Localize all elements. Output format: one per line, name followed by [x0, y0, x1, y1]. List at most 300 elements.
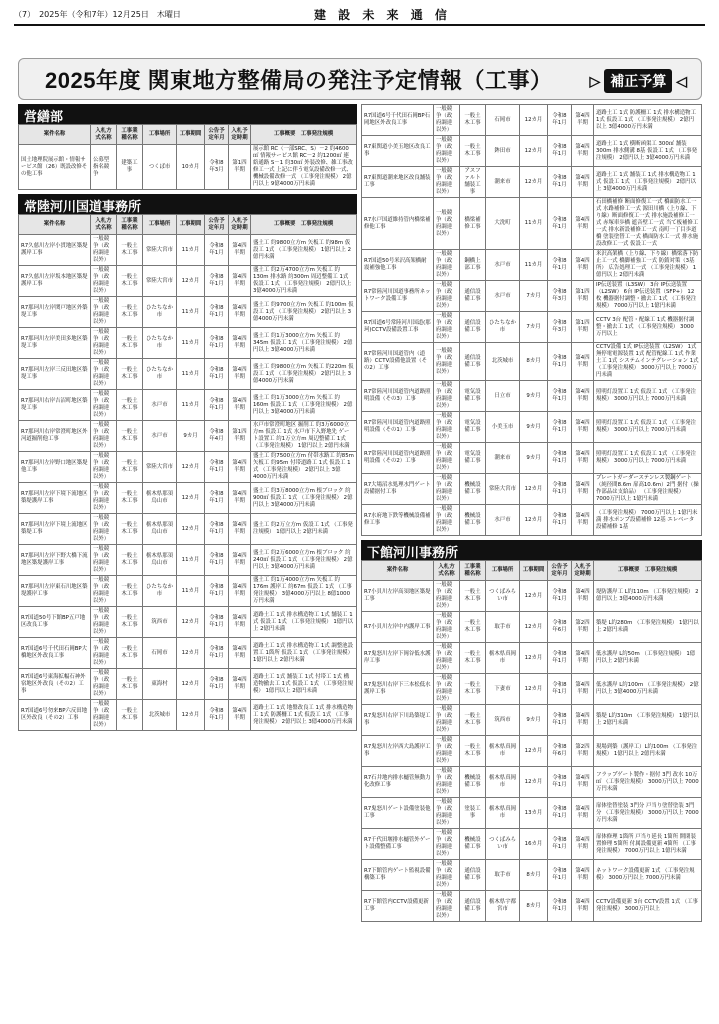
cell-method: 一般競争（政府調達以外）: [434, 105, 460, 136]
cell-tender: 第1四半期: [229, 421, 251, 452]
table-row: [362, 167, 702, 198]
cell-name: R7久慈川左岸坂本地区築堤護岸工事: [19, 266, 91, 297]
cell-type: 通信設備工事: [460, 860, 486, 891]
cell-tender: 第4四半期: [572, 505, 594, 536]
table-row: [19, 638, 357, 669]
tag-arrow-left-icon: ▷: [589, 73, 601, 89]
cell-name: R7那珂川左岸下境下流地区築堤護岸工事: [19, 483, 91, 514]
cell-name: R7那珂川左岸三反田地区築堤工事: [19, 359, 91, 390]
cell-tender: 第1四半期: [572, 281, 594, 312]
cell-period: 12カ月: [177, 607, 205, 638]
cell-summary: 盛土工 約2万4700立方m 矢板工 約130m 排水路 約300m 周辺整備工 1式 仮設工 1式 （工事発注規模） 2億円以上 3億4000万円未満: [251, 266, 357, 297]
header-name: 案件名称: [19, 125, 91, 145]
cell-date: 令和8年1月: [205, 700, 229, 731]
header-place: 工事場所: [143, 125, 177, 145]
cell-tender: 第4四半期: [229, 483, 251, 514]
cell-summary: 照明灯設置工 1式 仮設工 1式 （工事発注規模） 3000万円以上 7000万円未満: [594, 443, 702, 474]
table-row: [362, 736, 702, 767]
cell-date: 令和8年1月: [205, 328, 229, 359]
table-row: [362, 198, 702, 250]
table-row: [19, 145, 357, 190]
cell-type: 一般土木工事: [117, 390, 143, 421]
cell-summary: 照明灯設置工 1式 仮設工 1式 （工事発注規模） 3000万円以上 7000万円未満: [594, 381, 702, 412]
cell-tender: 第4四半期: [229, 607, 251, 638]
tag-arrow-right-icon: ◁: [676, 73, 687, 89]
cell-name: R7国道6号勿来BP六反田地区外改良（その2）工事: [19, 700, 91, 731]
cell-method: 一般競争（政府調達以外）: [91, 390, 117, 421]
header-tender: 入札予定時期: [572, 561, 594, 581]
cell-place: 栃木県真岡市: [486, 736, 520, 767]
cell-method: 一般競争（政府調達以外）: [434, 829, 460, 860]
cell-place: 栃木県那須烏山市: [143, 514, 177, 545]
header-period: 工事期間: [177, 215, 205, 235]
cell-name: R7常陸河川国道管内（道路）CCTV設備他設置（その2）工事: [362, 343, 434, 381]
cell-place: 水戸市: [486, 505, 520, 536]
cell-type: 一般土木工事: [117, 483, 143, 514]
cell-summary: 道路土工 1式 排水構造物工 1式 舗装工 1式 仮設工 1式 （工事発注規模） 1億円以上 2億円未満: [251, 607, 357, 638]
cell-place: 水戸市: [486, 281, 520, 312]
cell-date: 令和8年1月: [205, 483, 229, 514]
cell-tender: 第1四半期: [229, 145, 251, 190]
table-row: [19, 669, 357, 700]
cell-name: R7千代田堰排水樋管外ゲート設備整備工事: [362, 829, 434, 860]
cell-period: 12カ月: [520, 767, 548, 798]
cell-type: 機械設備工事: [460, 767, 486, 798]
cell-date: 令和8年1月: [548, 860, 572, 891]
cell-period: 12カ月: [177, 514, 205, 545]
header-date: 公告予定年月: [205, 125, 229, 145]
cell-tender: 第4四半期: [229, 514, 251, 545]
cell-method: 一般競争（政府調達以外）: [91, 235, 117, 266]
cell-place: 下妻市: [486, 674, 520, 705]
cell-method: 一般競争（政府調達以外）: [91, 700, 117, 731]
cell-place: ひたちなか市: [486, 312, 520, 343]
cell-date: 令和8年1月: [548, 167, 572, 198]
cell-tender: 第4四半期: [572, 674, 594, 705]
table-row: [362, 250, 702, 281]
cell-period: 12カ月: [177, 638, 205, 669]
table-row: [362, 381, 702, 412]
cell-summary: 低水護岸 L約100m （工事発注規模） 2億円以上 3億4000万円未満: [594, 674, 702, 705]
cell-method: 一般競争（政府調達以外）: [91, 421, 117, 452]
cell-place: つくば市: [143, 145, 177, 190]
cell-name: R7鬼怒川右岸下三本松低水護岸工事: [362, 674, 434, 705]
cell-date: 令和8年1月: [548, 581, 572, 612]
cell-period: 11カ月: [177, 576, 205, 607]
cell-date: 令和8年3月: [205, 145, 229, 190]
cell-type: 一般土木工事: [117, 638, 143, 669]
cell-date: 令和8年1月: [548, 674, 572, 705]
header-type: 工事業種名称: [460, 561, 486, 581]
cell-tender: 第1四半期: [572, 312, 594, 343]
cell-tender: 第4四半期: [229, 452, 251, 483]
table-row: [362, 767, 702, 798]
cell-method: 一般競争（政府調達以外）: [434, 643, 460, 674]
cell-method: 一般競争（政府調達以外）: [91, 514, 117, 545]
table-row: [19, 576, 357, 607]
cell-tender: 第4四半期: [229, 297, 251, 328]
cell-period: 11カ月: [177, 545, 205, 576]
cell-period: 11カ月: [177, 297, 205, 328]
cell-date: 令和8年1月: [205, 514, 229, 545]
cell-date: 令和8年6月: [548, 736, 572, 767]
cell-method: 一般競争（政府調達以外）: [434, 167, 460, 198]
cell-summary: 道路土工 1式 舗装工 1式 付帯工 1式 構造物撤去工 1式 仮設工 1式 （工事発注規模） 1億円以上 2億円未満: [251, 669, 357, 700]
cell-place: 潮来市: [486, 443, 520, 474]
cell-date: 令和8年1月: [205, 359, 229, 390]
cell-place: 石岡市: [143, 638, 177, 669]
cell-date: 令和8年6月: [548, 612, 572, 643]
table-row: [362, 443, 702, 474]
cell-method: 一般競争（政府調達以外）: [434, 705, 460, 736]
cell-tender: 第4四半期: [229, 266, 251, 297]
cell-period: 12カ月: [177, 452, 205, 483]
page-title: 2025年度 関東地方整備局の発注予定情報（工事）: [45, 68, 553, 93]
cell-summary: 盛土工 約9700立方m 矢板工 約100m 仮設工 1式 （工事発注規模） 2億円以上 3億4000万円未満: [251, 297, 357, 328]
cell-name: R7国道50号米沢高架橋耐震補強他工事: [362, 250, 434, 281]
header-type: 工事業種名称: [117, 215, 143, 235]
cell-method: 一般競争（政府調達以外）: [434, 891, 460, 922]
cell-period: 11カ月: [177, 328, 205, 359]
cell-summary: 盛土工 約1万3000立方m 矢板工 約345m 仮設工 1式 （工事発注規模） 2億円以上 3億4000万円未満: [251, 328, 357, 359]
header-method: 入札方式名称: [91, 215, 117, 235]
cell-date: 令和8年1月: [548, 643, 572, 674]
cell-method: 一般競争（政府調達以外）: [91, 297, 117, 328]
cell-type: 一般土木工事: [460, 612, 486, 643]
cell-method: 一般競争（政府調達以外）: [91, 328, 117, 359]
cell-summary: 照明灯設置工 1式 仮設工 1式 （工事発注規模） 3000万円以上 7000万円未満: [594, 412, 702, 443]
cell-type: 電気設備工事: [460, 443, 486, 474]
cell-tender: 第4四半期: [572, 705, 594, 736]
cell-date: 令和8年3月: [548, 312, 572, 343]
cell-summary: CCTV 3台 配管・配線工 1式 機器据付調整・撤去工 1式 （工事発注規模） 3000万円以上: [594, 312, 702, 343]
cell-summary: 道路土工 1式 横断函渠工 300㎡ 舗装 300m 排水側溝 8基 仮設工 1式 （工事発注規模） 2億円以上 3億4000万円未満: [594, 136, 702, 167]
cell-type: 一般土木工事: [117, 607, 143, 638]
table-row: [19, 359, 357, 390]
title-banner: [18, 58, 702, 100]
cell-period: 13カ月: [520, 798, 548, 829]
cell-place: 取手市: [486, 612, 520, 643]
table-row: [362, 412, 702, 443]
cell-name: R7那珂川左岸下野大橋下流地区築堤護岸工事: [19, 545, 91, 576]
cell-tender: 第4四半期: [572, 343, 594, 381]
header-summary: 工事概要 工事発注規模: [594, 561, 702, 581]
cell-type: 一般土木工事: [117, 328, 143, 359]
cell-tender: 第4四半期: [572, 767, 594, 798]
section-title-eizen: 営繕部: [18, 104, 357, 124]
cell-type: 電気設備工事: [460, 381, 486, 412]
cell-method: 一般競争（政府調達以外）: [434, 198, 460, 250]
cell-place: 常陸大宮市: [143, 266, 177, 297]
cell-date: 令和8年1月: [205, 669, 229, 700]
cell-summary: IP伝送装置（L3SW） 3台 IP伝送装置（L2SW） 6台 IP伝送装置（SFP+） 12枚 機器据付調整・撤去工 1式 （工事発注規模） 7000万円以上 1億円未満: [594, 281, 702, 312]
cell-date: 令和8年3月: [548, 281, 572, 312]
cell-summary: 扉体塗替塗装 3門分 戸当り塗替塗装 3門分 （工事発注規模） 3000万円以上 7000万円未満: [594, 798, 702, 829]
cell-method: 一般競争（政府調達以外）: [434, 343, 460, 381]
cell-place: 北茨城市: [143, 700, 177, 731]
cell-date: 令和8年1月: [548, 443, 572, 474]
cell-method: 一般競争（政府調達以外）: [434, 860, 460, 891]
cell-method: 一般競争（政府調達以外）: [91, 359, 117, 390]
table-row: [19, 607, 357, 638]
cell-place: 栃木県真岡市: [486, 767, 520, 798]
cell-period: 12カ月: [520, 736, 548, 767]
table-row: [362, 281, 702, 312]
cell-place: 常陸大宮市: [143, 452, 177, 483]
cell-summary: 盛土工 約2万6000立方m 根ブロック 約240㎡ 仮設工 1式 （工事発注規模） 2億円以上 3億4000万円未満: [251, 545, 357, 576]
cell-type: 機械設備工事: [460, 829, 486, 860]
table-row: [19, 390, 357, 421]
cell-period: 12カ月: [520, 105, 548, 136]
cell-period: 11カ月: [177, 390, 205, 421]
cell-place: ひたちなか市: [143, 297, 177, 328]
cell-summary: 道路土工 1式 防護柵工 1式 排水構造物工 1式 仮設工 1式 （工事発注規模） 2億円以上 3億4000万円未満: [594, 105, 702, 136]
cell-period: 11カ月: [520, 198, 548, 250]
cell-method: 一般競争（政府調達以外）: [434, 136, 460, 167]
cell-period: 12カ月: [520, 167, 548, 198]
cell-summary: 米沢高架橋（上り線、下り線）橋梁落下防止工一式 橋脚補強工一式 防錆対策（3基所） 広告処理工一式 （工事発注規模） 1億円以上 2億円未満: [594, 250, 702, 281]
cell-period: 12カ月: [520, 136, 548, 167]
cell-date: 令和8年1月: [548, 343, 572, 381]
cell-type: 一般土木工事: [460, 705, 486, 736]
cell-place: 東海村: [143, 669, 177, 700]
header-name: 案件名称: [362, 561, 434, 581]
cell-type: 一般土木工事: [117, 421, 143, 452]
cell-place: 栃木県真岡市: [486, 798, 520, 829]
cell-period: 12カ月: [520, 505, 548, 536]
cell-place: 水戸市: [143, 421, 177, 452]
cell-period: 12カ月: [177, 669, 205, 700]
cell-summary: 盛土工 約9800立方m 矢板工 約98m 仮設工 1式 （工事発注規模） 1億円以上 2億円未満: [251, 235, 357, 266]
cell-summary: 展示館 RC（一部SRC、S）－2 約4600㎡ 情報サービス館 RC－2 約1200㎡ 連絡通路 S－1 約30㎡ 外装改修、雑工事改修工一式 上記に伴う電気設備改修一式、機械設備改修一式 （工事発注規模） 2億円以上 9億4000万円未満: [251, 145, 357, 190]
cell-method: 一般競争（政府調達以外）: [434, 381, 460, 412]
cell-method: 一般競争（政府調達以外）: [434, 250, 460, 281]
cell-tender: 第4四半期: [572, 412, 594, 443]
cell-name: R7国道6号千代田石岡BP大橋地区外改良工事: [19, 638, 91, 669]
cell-period: 9カ月: [520, 443, 548, 474]
cell-tender: 第4四半期: [572, 798, 594, 829]
cell-name: R7那珂川右岸吉沼町地区築堤工事: [19, 390, 91, 421]
cell-period: 8カ月: [520, 860, 548, 891]
header-summary: 工事概要 工事発注規模: [251, 215, 357, 235]
cell-method: 一般競争（政府調達以外）: [91, 638, 117, 669]
cell-type: 一般土木工事: [460, 643, 486, 674]
cell-tender: 第4四半期: [572, 250, 594, 281]
cell-name: R7常陸河川国道管内道路照明設備（その1）工事: [362, 412, 434, 443]
cell-place: 常陸大宮市: [486, 474, 520, 505]
cell-method: 一般競争（政府調達以外）: [91, 669, 117, 700]
cell-method: 一般競争（政府調達以外）: [91, 607, 117, 638]
table-row: [19, 266, 357, 297]
cell-summary: 道路土工 1式 地盤改良工 1式 排水構造物工 1式 防護柵工 1式 仮設工 1式 （工事発注規模） 2億円以上 3億4000万円未満: [251, 700, 357, 731]
hitachi-table: [18, 214, 357, 731]
table-row: [19, 483, 357, 514]
cell-tender: 第4四半期: [229, 638, 251, 669]
cell-name: R7鬼怒川右岸下川島築堤工事: [362, 705, 434, 736]
eizen-table: [18, 124, 357, 190]
table-row: [362, 105, 702, 136]
cell-tender: 第4四半期: [572, 136, 594, 167]
header-row: [362, 561, 702, 581]
cell-summary: 盛土工 約9800立方m 矢板工 約220m 仮設工 1式 （工事発注規模） 2億円以上 3億4000万円未満: [251, 359, 357, 390]
cell-summary: 扉体修理 1箇所 戸当り延長 1箇所 開閉装置修理 5箇所 付属設備更新 4箇所 （工事発注規模） 7000万円以上 1億円未満: [594, 829, 702, 860]
table-row: [362, 581, 702, 612]
cell-method: 一般競争（政府調達以外）: [434, 505, 460, 536]
cell-date: 令和8年1月: [548, 381, 572, 412]
cell-method: 一般競争（政府調達以外）: [434, 581, 460, 612]
cell-type: 通信設備工事: [460, 312, 486, 343]
cell-place: 小美玉市: [486, 412, 520, 443]
newspaper-name: 建 設 未 来 通 信: [314, 8, 451, 22]
cell-method: 一般競争（政府調達以外）: [434, 281, 460, 312]
cell-place: 筑西市: [486, 705, 520, 736]
cell-date: 令和8年1月: [548, 136, 572, 167]
cell-summary: フラップゲート製作・据付 3門 改水 10万㎡ （工事発注規模） 3000万円以上 7000万円未満: [594, 767, 702, 798]
cell-place: 石岡市: [486, 105, 520, 136]
cell-tender: 第4四半期: [572, 474, 594, 505]
cell-place: 取手市: [486, 860, 520, 891]
cell-summary: 盛土工 約1万4000立方m 矢板工 約176m 護岸工 約67m 仮設工 1式 （工事発注規模） 3億4000万円以上 8億1000万円未満: [251, 576, 357, 607]
cell-date: 令和8年1月: [548, 474, 572, 505]
cell-place: 常陸大宮市: [143, 235, 177, 266]
cell-name: R7那珂川左岸関戸地区外築堤工事: [19, 297, 91, 328]
table-row: [362, 860, 702, 891]
cell-method: 一般競争（政府調達以外）: [434, 612, 460, 643]
cell-name: R7常陸河川国道管内道路照明設備（その2）工事: [362, 443, 434, 474]
table-row: [19, 297, 357, 328]
cell-name: R7下館管内CCTV設備更新工事: [362, 891, 434, 922]
cell-date: 令和8年1月: [205, 390, 229, 421]
cell-type: 一般土木工事: [117, 576, 143, 607]
table-header: [362, 561, 702, 581]
cell-summary: 道路土工 1式 舗装工 1式 排水構造物工 1式 仮設工 1式 （工事発注規模） 2億円以上 3億4000万円未満: [594, 167, 702, 198]
cell-date: 令和8年1月: [205, 545, 229, 576]
table-row: [19, 514, 357, 545]
cell-method: 一般競争（政府調達以外）: [434, 412, 460, 443]
cell-type: 電気設備工事: [460, 412, 486, 443]
header-method: 入札方式名称: [91, 125, 117, 145]
cell-place: 鉾田市: [486, 136, 520, 167]
cell-period: 12カ月: [520, 612, 548, 643]
cell-date: 令和8年1月: [548, 412, 572, 443]
cell-period: 12カ月: [177, 700, 205, 731]
cell-date: 令和8年1月: [205, 297, 229, 328]
cell-place: ひたちなか市: [143, 328, 177, 359]
cell-tender: 第4四半期: [572, 443, 594, 474]
cell-tender: 第4四半期: [229, 700, 251, 731]
cell-period: 8カ月: [520, 343, 548, 381]
cell-date: 令和8年1月: [548, 767, 572, 798]
cell-summary: 盛土工 約7500立方m 付帯水路工 約85m 矢板工 約95m 付帯道路工 1式 仮設工 1式 （工事発注規模） 2億円以上 3億4000万円未満: [251, 452, 357, 483]
table-row: [362, 136, 702, 167]
cell-type: 一般土木工事: [117, 235, 143, 266]
table-row: [19, 328, 357, 359]
cell-period: 9カ月: [520, 412, 548, 443]
cell-summary: 道路土工 1式 排水構造物工 1式 調整池設置工 1箇所 仮設工 1式 （工事発注規模） 1億円以上 2億円未満: [251, 638, 357, 669]
cell-name: 国土地理院展示館・情報サービス館（26）既設改修その他工事: [19, 145, 91, 190]
cell-date: 令和8年1月: [548, 250, 572, 281]
header-type: 工事業種名称: [117, 125, 143, 145]
cell-type: 通信設備工事: [460, 343, 486, 381]
cell-type: 橋梁補修工事: [460, 198, 486, 250]
cell-summary: CCTV設備更新 3台 CCTV設置 1式 （工事発注規模） 3000万円以上: [594, 891, 702, 922]
issue-info: （7） 2025年（令和7年）12月25日 木曜日: [14, 10, 181, 19]
cell-tender: 第4四半期: [572, 581, 594, 612]
cell-place: ひたちなか市: [143, 576, 177, 607]
table-row: [19, 545, 357, 576]
table-row: [19, 421, 357, 452]
cell-name: R7石井地内排水樋管無動力化改修工事: [362, 767, 434, 798]
cell-tender: 第4四半期: [572, 198, 594, 250]
cell-place: 潮来市: [486, 167, 520, 198]
shimodate-table: [361, 560, 702, 922]
cell-name: R7那珂川左岸美田多地区築堤工事: [19, 328, 91, 359]
cell-tender: 第4四半期: [572, 381, 594, 412]
cell-name: R7水府地下鉄等機械設備補修工事: [362, 505, 434, 536]
cell-period: 9カ月: [177, 421, 205, 452]
cell-name: R7鬼怒川ゲート設備塗装他工事: [362, 798, 434, 829]
cell-type: 機械設備工事: [460, 474, 486, 505]
table-row: [362, 674, 702, 705]
cell-type: 一般土木工事: [117, 545, 143, 576]
cell-place: 栃木県真岡市: [486, 643, 520, 674]
cell-type: 一般土木工事: [117, 700, 143, 731]
cell-summary: 築堤 L約280m （工事発注規模） 1億円以上 2億円未満: [594, 612, 702, 643]
cell-tender: 第4四半期: [229, 576, 251, 607]
table-header: [19, 215, 357, 235]
cell-method: 一般競争（政府調達以外）: [91, 545, 117, 576]
cell-place: 北茨城市: [486, 343, 520, 381]
cell-summary: 盛土工 約3万8000立方m 根ブロック 約900㎡ 仮設工 1式 （工事発注規模） 2億円以上 3億4000万円未満: [251, 483, 357, 514]
header-period: 工事期間: [177, 125, 205, 145]
cell-method: 一般競争（政府調達以外）: [434, 443, 460, 474]
table-row: [362, 505, 702, 536]
cell-tender: 第4四半期: [572, 860, 594, 891]
cell-date: 令和8年1月: [205, 638, 229, 669]
cell-type: 一般土木工事: [117, 266, 143, 297]
cell-place: 筑西市: [143, 607, 177, 638]
table-row: [19, 235, 357, 266]
cell-method: 一般競争（政府調達以外）: [434, 674, 460, 705]
cell-type: 一般土木工事: [460, 736, 486, 767]
cell-period: 9カ月: [520, 705, 548, 736]
cell-period: 12カ月: [177, 266, 205, 297]
cell-method: 公募型指名競争: [91, 145, 117, 190]
cell-tender: 第4四半期: [572, 891, 594, 922]
cell-summary: 堤防護岸工 L約110m （工事発注規模） 2億円以上 3億4000万円未満: [594, 581, 702, 612]
header-tender: 入札予定時期: [229, 215, 251, 235]
cell-summary: 石田橋補修 断面修復工一式 橋面防水工一式 水路補修工一式 源田川橋（上り線、下り線）断面修復工一式 排水施設補修工一式 赤塚車歩橋 遮音壁工一式 当て板補修工一式 排水新設補修工一式 南町一丁目歩道橋 塗装塗替工一式 橋面防水工一式 排水施設改修工一式 仮設工一式: [594, 198, 702, 250]
cell-date: 令和8年1月: [548, 798, 572, 829]
cell-method: 一般競争（政府調達以外）: [434, 474, 460, 505]
cell-name: R7鬼怒川左岸西大島護岸工事: [362, 736, 434, 767]
cell-place: 水戸市: [486, 250, 520, 281]
cell-date: 令和8年1月: [548, 198, 572, 250]
header-name: 案件名称: [19, 215, 91, 235]
cell-summary: 低水護岸 L約50m （工事発注規模） 1億円以上 2億円未満: [594, 643, 702, 674]
cell-summary: 水戸市常澄町地区 掘削工 約3万6000立方m 仮設工 1式 水戸市下入野地先 ゲート設置工 約1万立方m 周辺整備工 1式 （工事発注規模） 1億円以上 2億円未満: [251, 421, 357, 452]
cell-place: 大洗町: [486, 198, 520, 250]
cell-method: 一般競争（政府調達以外）: [434, 736, 460, 767]
cell-name: R7小貝川左岸中内護岸工事: [362, 612, 434, 643]
cell-summary: （工事発注規模） 7000万円以上 1億円未満 排水ポンプ設備補修 12基 エレベータ設備補修 1基: [594, 505, 702, 536]
tag-label: 補正予算: [604, 69, 672, 93]
budget-tag: [589, 69, 687, 93]
hitachi-table-cont: [361, 104, 702, 536]
table-row: [362, 312, 702, 343]
cell-name: R7東関道小美玉地区改良工事: [362, 136, 434, 167]
cell-type: 一般土木工事: [117, 359, 143, 390]
